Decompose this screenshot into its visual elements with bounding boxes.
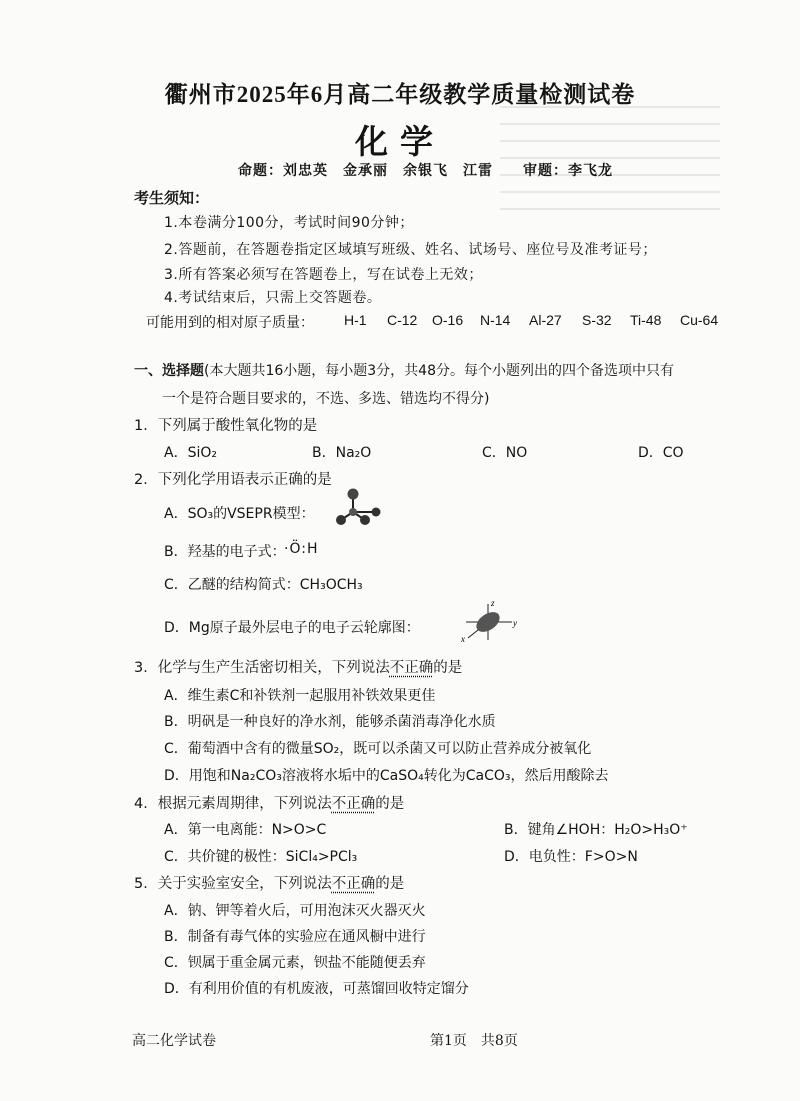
footer-page-number: 第1页 共8页 (430, 1033, 518, 1049)
question-1-option-c: C．NO (482, 445, 528, 461)
atomic-mass: Cu-64 (680, 312, 719, 328)
question-5-option-a: A．钠、钾等着火后，可用泡沫灭火器灭火 (164, 903, 426, 919)
vsepr-model-figure (336, 488, 386, 528)
orbital-axis-z: z (491, 598, 495, 608)
question-3-option-d: D．用饱和Na₂CO₃溶液将水垢中的CaSO₄转化为CaCO₃，然后用酸除去 (164, 768, 609, 784)
section-heading (134, 360, 674, 380)
hydroxyl-electron-formula: ·Ö:H (284, 541, 319, 557)
question-3-option-b: B．明矾是一种良好的净水剂，能够杀菌消毒净化水质 (164, 714, 496, 730)
question-4-option-a: A．第一电离能：N>O>C (164, 822, 327, 838)
notice-item: 4.考试结束后，只需上交答题卷。 (164, 290, 382, 306)
question-5-stem (134, 872, 404, 893)
notice-title: 考生须知： (134, 189, 210, 207)
question-3-option-c: C．葡萄酒中含有的微量SO₂，既可以杀菌又可以防止营养成分被氧化 (164, 741, 592, 757)
question-5-option-b: B．制备有毒气体的实验应在通风橱中进行 (164, 929, 426, 945)
exam-title: 衢州市2025年6月高二年级教学质量检测试卷 (164, 82, 636, 107)
question-3-stem (134, 656, 462, 677)
question-1-option-d: D．CO (638, 445, 684, 461)
question-2-option-d: D．Mg原子最外层电子的电子云轮廓图： (164, 620, 420, 636)
question-4-option-b: B．键角∠HOH：H₂O>H₃O⁺ (504, 822, 688, 838)
atomic-masses-label: 可能用到的相对原子质量： (146, 315, 314, 331)
question-3-stem-emphasis: 不正确 (389, 660, 434, 676)
question-5-option-d: D．有利用价值的有机废液，可蒸馏回收特定馏分 (164, 981, 469, 997)
question-2-stem: 2．下列化学用语表示正确的是 (134, 472, 332, 488)
orbital-axis-x: x (461, 634, 465, 644)
atomic-mass: Al-27 (529, 312, 562, 328)
question-5-stem-post: 的是 (375, 876, 405, 892)
question-3-stem-post: 的是 (433, 660, 463, 676)
authors-line: 命题：刘忠英 金承丽 余银飞 江雷 审题：李飞龙 (238, 163, 613, 179)
question-1-option-b: B．Na₂O (312, 445, 372, 461)
question-4-stem-post: 的是 (375, 796, 405, 812)
notice-item: 3.所有答案必须写在答题卷上，写在试卷上无效； (164, 267, 483, 283)
question-5-stem-emphasis: 不正确 (331, 876, 376, 892)
question-3-stem-pre: 3．化学与生产生活密切相关，下列说法 (134, 660, 390, 676)
question-2-option-a: A．SO₃的VSEPR模型： (164, 506, 315, 522)
orbital-axis-y: y (513, 618, 517, 628)
question-2-option-b: B．羟基的电子式： (164, 544, 286, 560)
notice-item: 2.答题前，在答题卷指定区域填写班级、姓名、试场号、座位号及准考证号； (164, 242, 657, 258)
question-4-option-c: C．共价键的极性：SiCl₄>PCl₃ (164, 849, 358, 865)
question-1-stem: 1．下列属于酸性氧化物的是 (134, 418, 318, 434)
question-4-stem-emphasis: 不正确 (331, 796, 376, 812)
atomic-mass: H-1 (344, 312, 367, 328)
section-heading-label: 一、选择题 (134, 363, 204, 379)
question-4-stem (134, 792, 404, 813)
atomic-mass: S-32 (582, 312, 612, 328)
atomic-mass: Ti-48 (630, 312, 662, 328)
atomic-mass: C-12 (387, 312, 418, 328)
question-1-option-a: A．SiO₂ (164, 445, 217, 461)
question-4-option-d: D．电负性：F>O>N (504, 849, 638, 865)
notice-item: 1.本卷满分100分，考试时间90分钟； (164, 215, 414, 231)
atomic-mass: N-14 (480, 312, 511, 328)
question-2-option-c: C．乙醚的结构简式：CH₃OCH₃ (164, 577, 363, 593)
question-3-option-a: A．维生素C和补铁剂一起服用补铁效果更佳 (164, 688, 436, 704)
section-description: (本大题共16小题，每小题3分，共48分。每个小题列出的四个备选项中只有 (204, 363, 674, 379)
atomic-mass: O-16 (432, 312, 464, 328)
orbital-figure (458, 598, 518, 648)
question-5-stem-pre: 5．关于实验室安全，下列说法 (134, 876, 332, 892)
section-description-cont: 一个是符合题目要求的，不选、多选、错选均不得分) (162, 391, 490, 407)
footer-left: 高二化学试卷 (132, 1033, 216, 1049)
question-4-stem-pre: 4．根据元素周期律，下列说法 (134, 796, 332, 812)
question-5-option-c: C．钡属于重金属元素，钡盐不能随便丢弃 (164, 955, 426, 971)
subject-title: 化学 (355, 122, 445, 161)
